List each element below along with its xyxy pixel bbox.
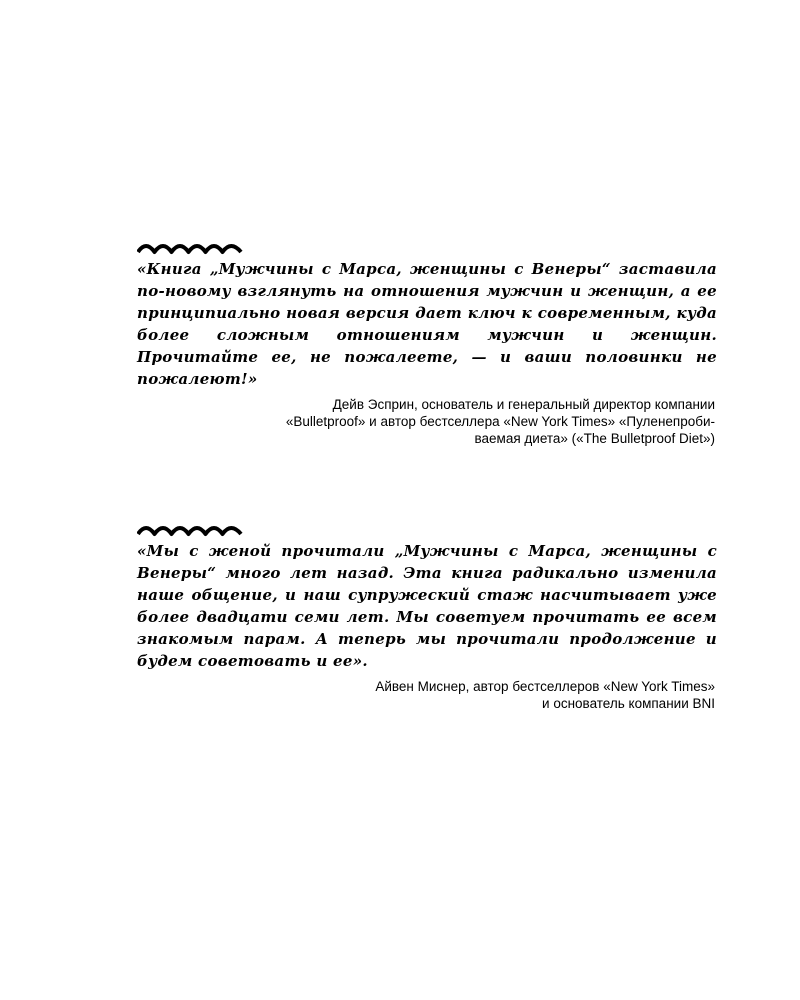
testimonial-quote: «Книга „Мужчины с Марса, женщины с Венеры“ заставила по-новому взглянуть на отношения мужчин и женщин, а ее принципиально новая версия дает ключ к современным, куда более сложным отношениям мужчин и женщин. Прочитайте ее, не пожалеете, — и ваши половинки не пожалеют!» [137, 260, 717, 388]
attribution-line: и основатель компании BNI [542, 696, 715, 711]
attribution-line: Дейв Эсприн, основатель и генеральный директор компании [332, 397, 715, 412]
testimonial-block [137, 520, 717, 712]
wave-ornament-icon [137, 238, 243, 256]
wave-ornament-icon [137, 520, 243, 538]
testimonial-attribution [137, 396, 715, 447]
attribution-line: Айвен Миснер, автор бестселлеров «New York Times» [375, 679, 715, 694]
testimonial-block [137, 238, 717, 447]
testimonial-quote: «Мы с женой прочитали „Мужчины с Марса, женщины с Венеры“ много лет назад. Эта книга радикально изменила наше общение, и наш супружеский стаж насчитывает уже более двадцати семи лет. Мы советуем прочитать ее всем знакомым парам. А теперь мы прочитали продолжение и будем советовать и ее». [137, 542, 717, 670]
attribution-line: ваемая диета» («The Bulletproof Diet») [474, 431, 715, 446]
testimonial-attribution [137, 678, 715, 712]
attribution-line: «Bulletproof» и автор бестселлера «New York Times» «Пуленепроби- [285, 414, 715, 429]
